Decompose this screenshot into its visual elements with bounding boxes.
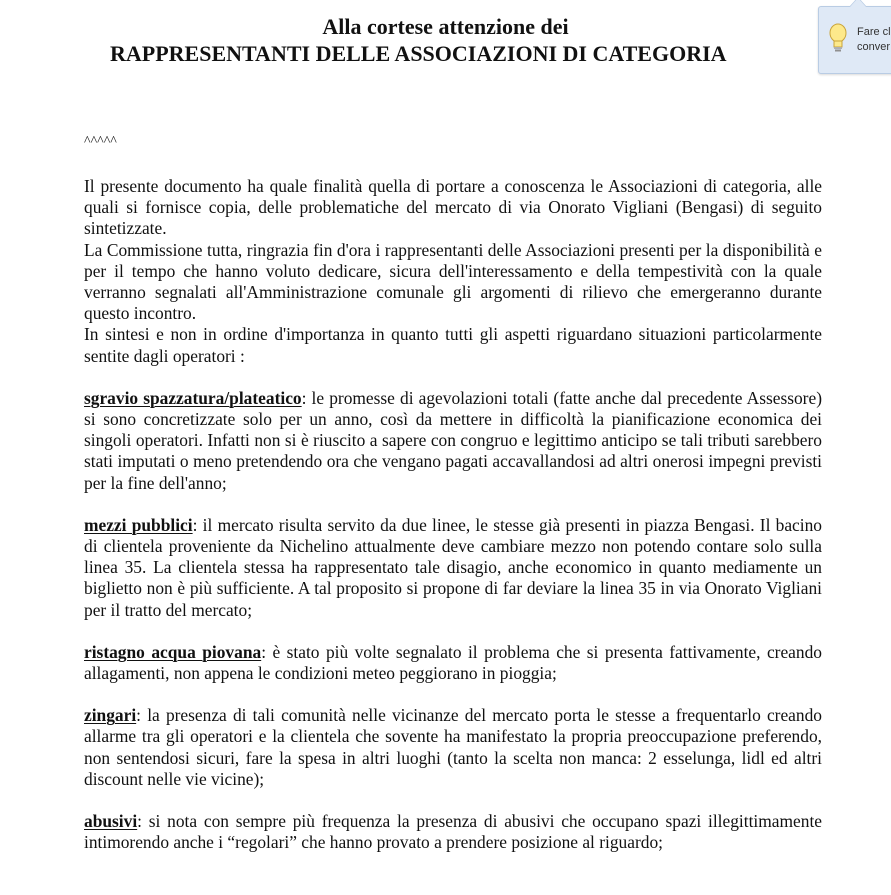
section-text: : le promesse di agevolazioni totali (fatte anche dal precedente Assessore) si sono concretizzate solo per un anno, così da mettere in difficoltà la pianificazione economica dei singoli operatori. Infatti non si è riuscito a sapere con congruo e legittimo anticipo se tali tributi sarebbero stati imputati o meno pretendendo ora che vengano pagati accavallandosi ad altri onerosi impegni previsti per la fine dell'anno; [84, 387, 822, 493]
section-heading: mezzi pubblici [84, 514, 193, 535]
intro-paragraph: Il presente documento ha quale finalità quella di portare a conoscenza le Associazioni di categoria, alle quali si fornisce copia, delle problematiche del mercato di via Onorato Vigliani (Bengasi) di seguito sintetizzate. [84, 176, 822, 239]
section-heading: abusivi [84, 811, 138, 832]
hint-balloon-pointer [849, 0, 867, 7]
intro-paragraph: In sintesi e non in ordine d'importanza in quanto tutti gli aspetti riguardano situazioni particolarmente sentite dagli operatori : [84, 324, 822, 366]
section-text: : la presenza di tali comunità nelle vicinanze del mercato porta le stesse a frequentarlo creando allarme tra gli operatori e la clientela che sovente ha manifestato la propria preoccupazione preferendo, non sentendosi sicuri, fare la spesa in altri luoghi (tanto la scelta non manca: 2 esselunga, lidl ed altri discount nelle vie vicine); [84, 705, 822, 789]
title-line-1: Alla cortese attenzione dei [322, 14, 569, 39]
section-text: : è stato più volte segnalato il problema che si presenta fattivamente, creando allagamenti, non appena le condizioni meteo peggiorano in pioggia; [84, 641, 822, 684]
intro-paragraph: La Commissione tutta, ringrazia fin d'ora i rappresentanti delle Associazioni presenti per la disponibilità e per il tempo che hanno voluto dedicare, sicura dell'interessamento e della tempestività con la quale verranno segnalati all'Amministrazione comunale gli argomenti di rilievo che emergeranno durante questo incontro. [84, 239, 822, 324]
hint-text-line: conver [857, 41, 891, 53]
section-heading: ristagno acqua piovana [84, 641, 262, 662]
section-paragraph [84, 811, 822, 853]
hint-text [857, 25, 891, 55]
document-body [84, 176, 822, 853]
lightbulb-icon [827, 23, 849, 53]
section-text: : si nota con sempre più frequenza la presenza di abusivi che occupano spazi illegittimamente intimorendo anche i “regolari” che hanno provato a prendere posizione al riguardo; [84, 811, 822, 853]
section-paragraph [84, 705, 822, 790]
section-paragraph [84, 642, 822, 684]
section-heading: zingari [84, 705, 137, 726]
hint-balloon[interactable] [818, 6, 891, 74]
section-paragraph [84, 515, 822, 621]
section-paragraph [84, 388, 822, 494]
hint-text-line: Fare cl [857, 26, 891, 38]
section-heading: sgravio spazzatura/plateatico [84, 387, 302, 408]
section-text: : il mercato risulta servito da due linee, le stesse già presenti in piazza Bengasi. Il bacino di clientela proveniente da Nichelino attualmente deve cambiare mezzo non potendo contare solo sulla linea 35. La clientela stessa ha rappresentato tale disagio, anche economico in quanto mediamente un biglietto non è più sufficiente. A tal proposito si propone di far deviare la linea 35 in via Onorato Vigliani per il tratto del mercato; [84, 514, 822, 620]
separator: ^^^^^ [84, 134, 117, 149]
title-line-2: RAPPRESENTANTI DELLE ASSOCIAZIONI DI CATEGORIA [110, 41, 727, 66]
